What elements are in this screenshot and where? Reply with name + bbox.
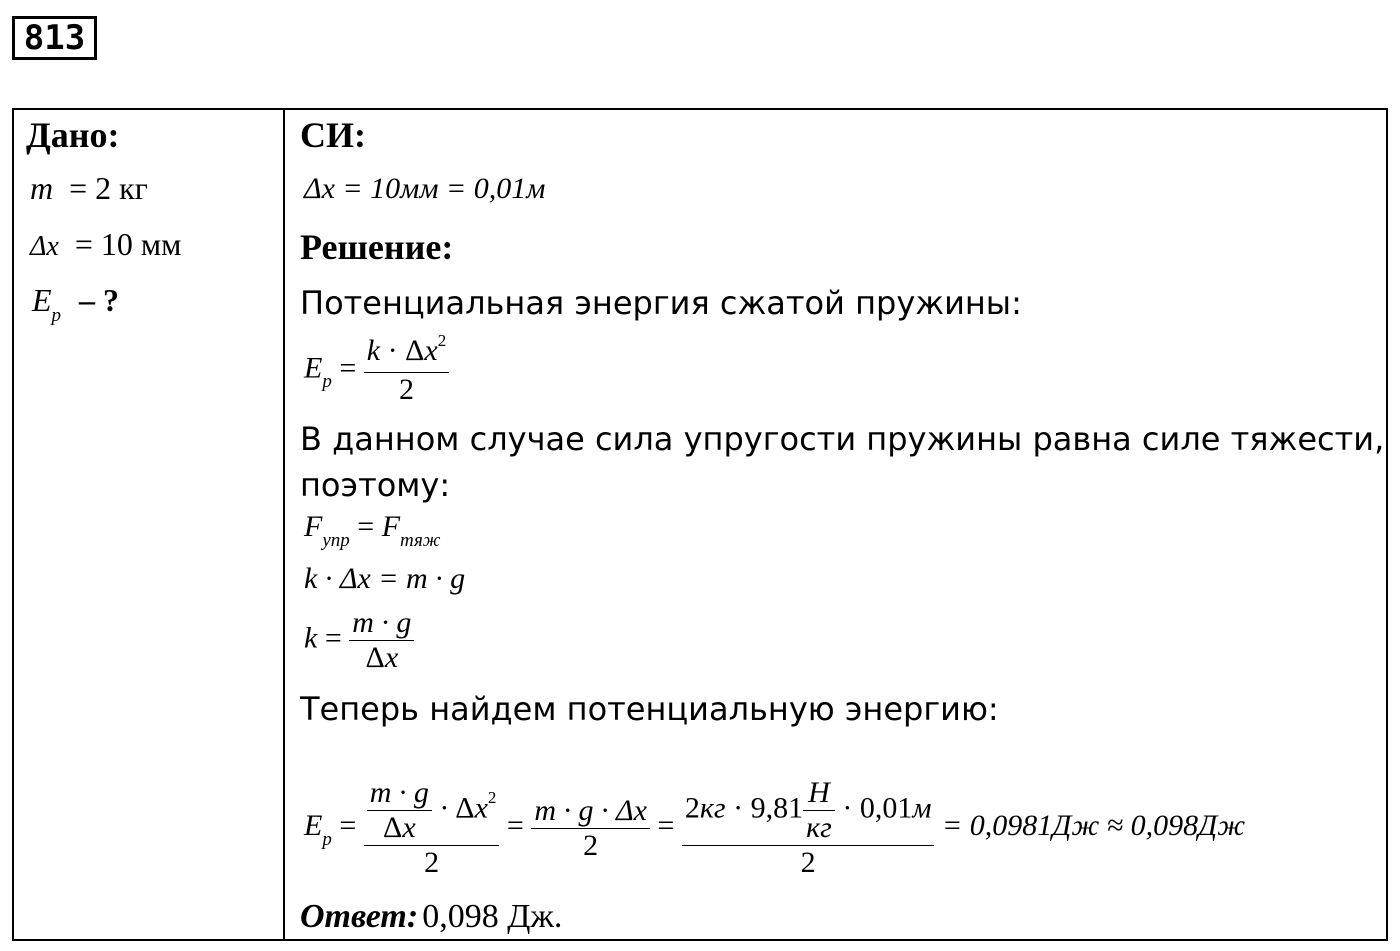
solution-text-4: Теперь найдем потенциальную энергию: — [300, 690, 999, 728]
problem-number: 813 — [12, 16, 97, 60]
answer: Ответ: 0,098 Дж. — [300, 898, 563, 935]
solution-text-2: В данном случае сила упругости пружины равна силе тяжести, — [300, 420, 1385, 458]
given-unknown: $E_p$ – ? — [32, 282, 120, 326]
formula-potential-energy: $E_p$ = $\frac{k \cdot \Delta x^2}{2}$ — [304, 334, 449, 407]
given-compression: Δx = 10 мм — [30, 226, 182, 262]
formula-k: k = $\frac{m \cdot g}{\Delta x}$ — [304, 606, 414, 675]
formula-force-balance: $F_{упр} = F_{тяж}$ — [304, 510, 441, 551]
given-mass: m = 2 кг — [30, 170, 148, 206]
given-heading: Дано: — [26, 115, 120, 155]
si-heading: СИ: — [300, 115, 366, 155]
formula-hooke: k · Δx = m · g — [304, 562, 466, 595]
solution-heading: Решение: — [300, 227, 454, 267]
si-conversion: Δx = 10мм = 0,01м — [304, 172, 546, 205]
solution-text-3: поэтому: — [300, 466, 451, 504]
table-divider — [283, 108, 285, 941]
solution-text-1: Потенциальная энергия сжатой пружины: — [300, 284, 1022, 322]
formula-final: $E_p$ = $\frac{m \cdot g}{\Delta x}$ · $\Delta x^2$ 2 = $\frac{m \cdot g \cdot \Delta x}{2}$ = 2кг · 9,81 $\frac{Н}{кг}$ · 0,01м 2 = 0,0981Дж ≈ 0,098Дж — [304, 776, 1246, 879]
